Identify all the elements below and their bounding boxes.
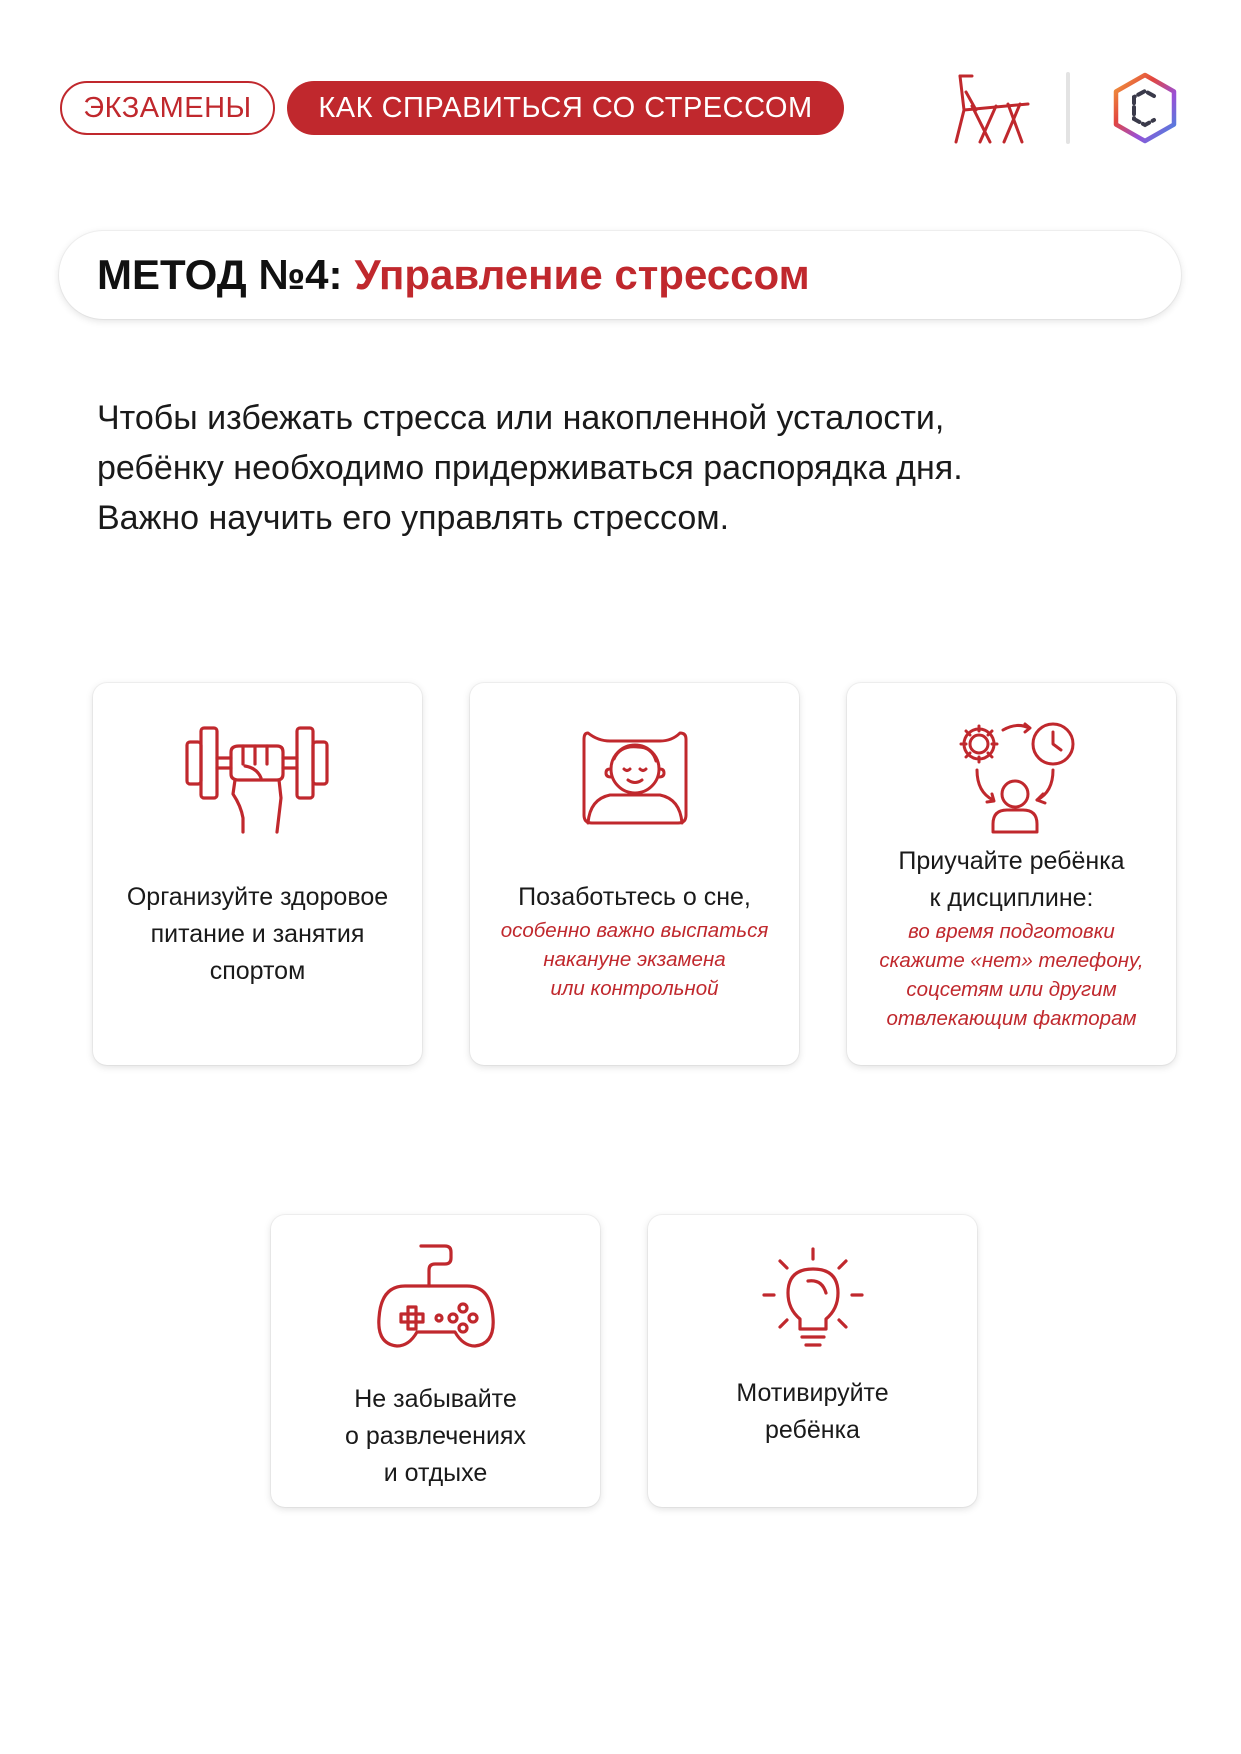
dumbbell-icon — [183, 718, 331, 834]
card-main-text: Не забывайте о развлечениях и отдыхе — [345, 1385, 526, 1487]
topic-tag[interactable]: КАК СПРАВИТЬСЯ СО СТРЕССОМ — [287, 81, 844, 135]
intro-line: ребёнку необходимо придерживаться распорядка дня. — [97, 449, 963, 487]
logo-divider — [1066, 72, 1070, 144]
discipline-cycle-icon — [955, 718, 1079, 834]
method-number: МЕТОД №4: — [97, 251, 343, 298]
card-sub-text: во время подготовки скажите «нет» телефону, соцсетям или другим отвлекающим факторам — [879, 920, 1144, 1030]
tip-card-nutrition-sport — [93, 683, 422, 1065]
card-main-text: Организуйте здоровое питание и занятия спортом — [126, 883, 389, 985]
hexagon-logo-icon — [1112, 72, 1178, 144]
sleeping-child-icon — [580, 723, 690, 833]
card-main-text: Позаботьтесь о сне, — [518, 883, 751, 911]
card-text — [271, 1381, 600, 1492]
gamepad-icon — [371, 1240, 501, 1360]
card-sub-text: особенно важно выспаться накануне экзамена или контрольной — [500, 919, 769, 1000]
tip-card-leisure — [271, 1215, 600, 1507]
tip-card-sleep — [470, 683, 799, 1065]
card-text — [470, 879, 799, 1003]
lightbulb-icon — [760, 1245, 866, 1351]
intro-line: Чтобы избежать стресса или накопленной усталости, — [97, 399, 945, 437]
intro-line: Важно научить его управлять стрессом. — [97, 499, 730, 537]
method-title: Управление стрессом — [354, 251, 810, 298]
method-heading — [59, 231, 1181, 319]
chair-logo-icon — [950, 72, 1034, 146]
card-main-text: Приучайте ребёнка к дисциплине: — [898, 847, 1125, 912]
intro-text — [97, 393, 1177, 543]
tip-card-discipline — [847, 683, 1176, 1065]
card-text — [648, 1375, 977, 1449]
tip-card-motivation — [648, 1215, 977, 1507]
card-main-text: Мотивируйте ребёнка — [736, 1379, 889, 1444]
category-tag[interactable]: ЭКЗАМЕНЫ — [60, 81, 275, 135]
card-text — [93, 879, 422, 990]
card-text — [847, 843, 1176, 1033]
